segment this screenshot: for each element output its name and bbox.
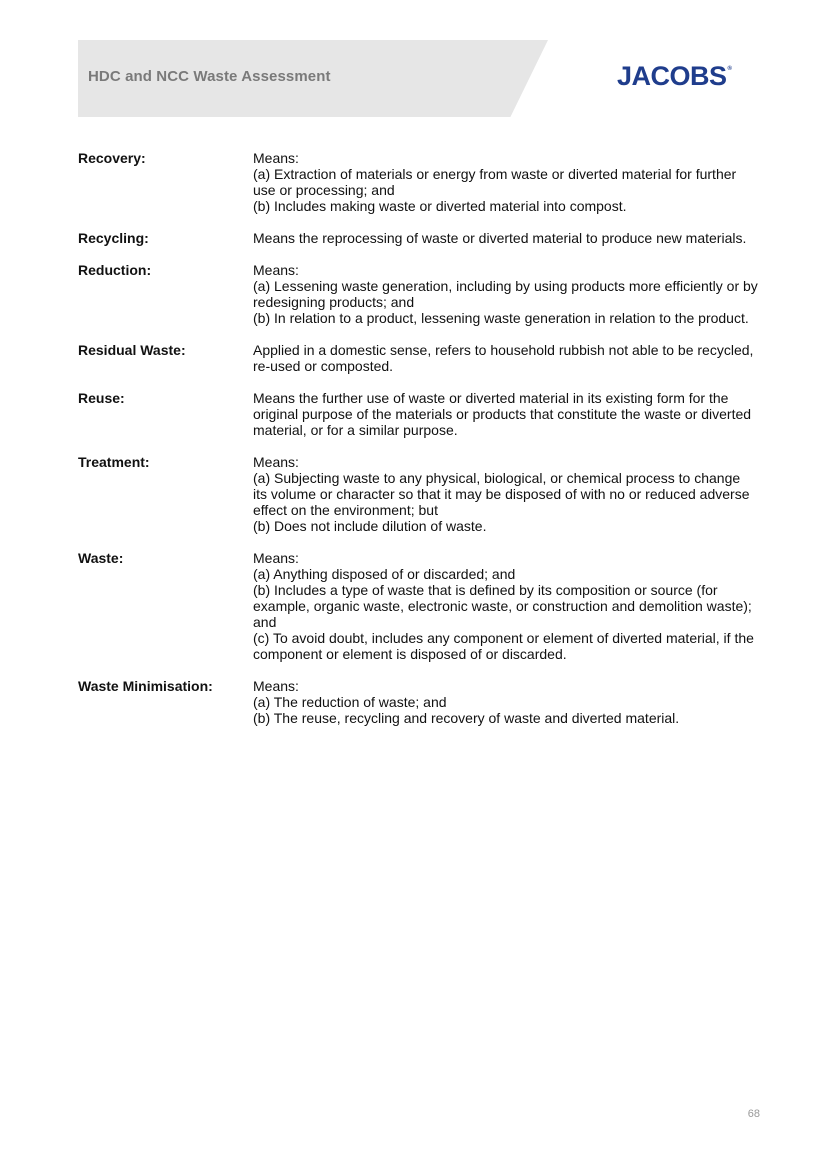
definition-line: (a) The reduction of waste; and	[253, 694, 447, 710]
definition-line: (a) Subjecting waste to any physical, biological, or chemical process to change its volume or character so that it may be disposed of with no or reduced adverse effect on the environment; but	[253, 470, 750, 518]
definition-row	[78, 454, 758, 534]
document-title: HDC and NCC Waste Assessment	[88, 68, 331, 85]
definition-term: Waste:	[78, 550, 124, 566]
definition-row	[78, 262, 758, 326]
logo-text: JACOBS	[617, 61, 727, 91]
definition-term: Recycling:	[78, 230, 149, 246]
definition-line: (b) The reuse, recycling and recovery of waste and diverted material.	[253, 710, 680, 726]
definition-line: Means:	[253, 550, 299, 566]
definition-line: (b) Includes making waste or diverted material into compost.	[253, 198, 627, 214]
definition-meaning	[253, 678, 758, 726]
definition-line: (b) Does not include dilution of waste.	[253, 518, 487, 534]
definition-row	[78, 678, 758, 726]
definition-line: (a) Lessening waste generation, including by using products more efficiently or by redesigning products; and	[253, 278, 758, 310]
definition-line: (a) Extraction of materials or energy from waste or diverted material for further use or processing; and	[253, 166, 737, 198]
definition-row	[78, 550, 758, 662]
definition-line: (c) To avoid doubt, includes any component or element of diverted material, if the component or element is disposed of or discarded.	[253, 630, 754, 662]
definition-line: (b) In relation to a product, lessening waste generation in relation to the product.	[253, 310, 749, 326]
jacobs-logo	[617, 63, 731, 90]
definition-term: Reduction:	[78, 262, 152, 278]
definition-row	[78, 150, 758, 214]
definition-meaning	[253, 230, 758, 246]
definition-line: Means:	[253, 150, 299, 166]
definition-line: (a) Anything disposed of or discarded; and	[253, 566, 516, 582]
registered-mark: ®	[727, 66, 732, 72]
definition-row	[78, 342, 758, 374]
definition-meaning	[253, 550, 758, 662]
definition-meaning	[253, 454, 758, 534]
definition-line: (b) Includes a type of waste that is defined by its composition or source (for example, organic waste, electronic waste, or construction and demolition waste); and	[253, 582, 752, 630]
definition-row	[78, 390, 758, 438]
definition-line: Means:	[253, 678, 299, 694]
definition-meaning	[253, 150, 758, 214]
definition-line: Means:	[253, 262, 299, 278]
definition-meaning	[253, 262, 758, 326]
definition-term: Reuse:	[78, 390, 125, 406]
definition-meaning	[253, 342, 758, 374]
definition-term: Waste Minimisation:	[78, 678, 213, 694]
definition-line: Means:	[253, 454, 299, 470]
definition-term: Treatment:	[78, 454, 150, 470]
definition-line: Applied in a domestic sense, refers to household rubbish not able to be recycled, re-used or composted.	[253, 342, 754, 374]
definition-term: Residual Waste:	[78, 342, 186, 358]
definition-meaning	[253, 390, 758, 438]
definition-line: Means the reprocessing of waste or diverted material to produce new materials.	[253, 230, 747, 246]
definition-term: Recovery:	[78, 150, 146, 166]
definition-line: Means the further use of waste or diverted material in its existing form for the original purpose of the materials or products that constitute the waste or diverted material, or for a similar purpose.	[253, 390, 752, 438]
definition-row	[78, 230, 758, 246]
definitions-list	[78, 150, 758, 742]
page-number: 68	[747, 1108, 760, 1120]
